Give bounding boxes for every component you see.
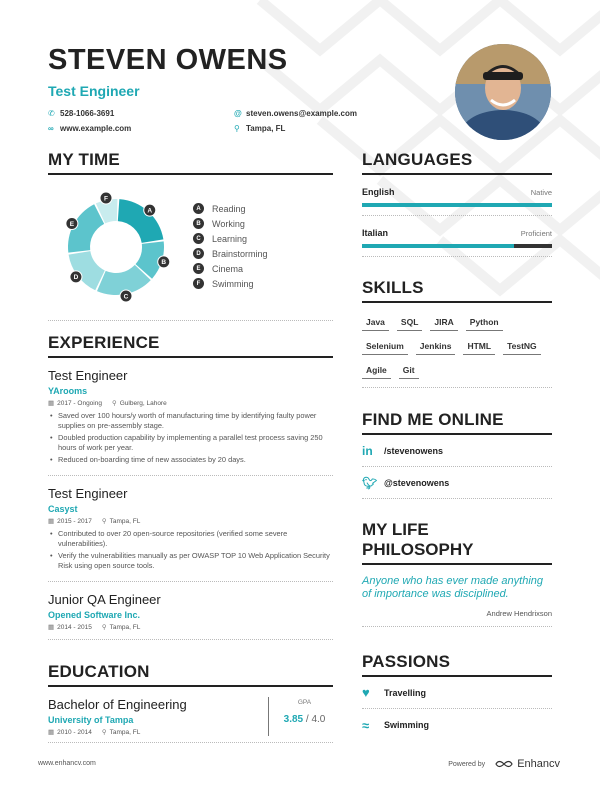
donut-label-text: F	[104, 195, 108, 203]
brand-name: Enhancv	[517, 758, 560, 770]
resume-header	[48, 44, 448, 133]
job-title: Test Engineer	[48, 486, 128, 501]
passion-item	[362, 709, 552, 741]
location-pin-icon: ⚲	[101, 729, 107, 736]
section-heading	[362, 520, 552, 565]
donut-label-text: B	[161, 259, 167, 267]
job-title: Test Engineer	[48, 368, 128, 383]
email-icon: @	[234, 109, 242, 118]
skill-tag: Jenkins	[416, 339, 456, 355]
location-pin-icon: ⚲	[111, 400, 117, 407]
education-location: Tampa, FL	[109, 729, 141, 736]
job-location: Gulberg, Lahore	[119, 400, 167, 407]
skill-tag: JIRA	[430, 315, 457, 331]
twitter-icon: 🐦︎	[362, 475, 378, 490]
legend-badge: F	[193, 278, 204, 289]
legend-label: Reading	[212, 203, 246, 214]
section-education	[48, 662, 333, 743]
gpa-score: 3.85	[283, 714, 304, 725]
language-level: Proficient	[520, 229, 552, 238]
linkedin-link[interactable]	[362, 435, 552, 467]
avatar	[455, 44, 551, 140]
linkedin-icon: in	[362, 443, 373, 458]
contact-phone[interactable]	[48, 109, 234, 118]
bullet: • Reduced on-boarding time of new associates by 20 days.	[58, 455, 333, 465]
education-meta	[48, 728, 268, 736]
footer-site-link[interactable]: www.enhancv.com	[38, 760, 96, 767]
philosophy-quote: Anyone who has ever made anything of importance was disciplined.	[362, 575, 544, 600]
job-meta	[48, 623, 333, 631]
section-heading: EDUCATION	[48, 662, 333, 687]
legend-badge: E	[193, 263, 204, 274]
legend-badge: B	[193, 218, 204, 229]
section-languages	[362, 150, 552, 257]
skill-tag: HTML	[463, 339, 495, 355]
skill-tag: Java	[362, 315, 389, 331]
skill-tag: Selenium	[362, 339, 408, 355]
phone-icon: ✆	[48, 109, 55, 118]
passion-label: Travelling	[384, 687, 427, 698]
legend-badge: C	[193, 233, 204, 244]
section-my-time	[48, 150, 333, 321]
contact-website[interactable]	[48, 124, 234, 133]
legend-badge: D	[193, 248, 204, 259]
job-entry	[48, 486, 333, 582]
job-bullets	[48, 529, 333, 571]
passion-item	[362, 677, 552, 709]
calendar-icon: ▦	[48, 729, 55, 736]
legend-badge: A	[193, 203, 204, 214]
legend-label: Brainstorming	[212, 248, 268, 259]
job-meta	[48, 399, 333, 407]
legend-item	[193, 246, 268, 261]
language-entry	[362, 187, 552, 216]
legend-label: Learning	[212, 233, 248, 244]
heading-line: MY LIFE	[362, 520, 429, 539]
link-icon: ∞	[48, 124, 54, 133]
footer	[0, 752, 600, 782]
job-entry	[48, 368, 333, 476]
swimmer-icon: ≈	[362, 717, 370, 733]
legend-item	[193, 216, 268, 231]
section-experience	[48, 333, 333, 640]
proficiency-bar	[362, 203, 552, 207]
gpa-label: GPA	[297, 699, 312, 706]
time-legend	[193, 201, 268, 291]
section-find-me-online	[362, 410, 552, 499]
contact-location	[234, 124, 434, 133]
legend-item	[193, 261, 268, 276]
calendar-icon: ▦	[48, 400, 55, 407]
legend-label: Swimming	[212, 278, 254, 289]
section-skills	[362, 278, 552, 388]
legend-label: Cinema	[212, 263, 244, 274]
section-heading: SKILLS	[362, 278, 552, 303]
gpa-value: 3.85 / 4.0	[283, 714, 326, 725]
donut-label-text: C	[123, 293, 129, 301]
twitter-link[interactable]	[362, 467, 552, 499]
quote-author: Andrew Hendrixson	[362, 609, 552, 627]
location-pin-icon: ⚲	[101, 624, 107, 631]
bullet: • Contributed to over 20 open-source repositories (verified some severe vulnerabilities).	[58, 529, 333, 549]
twitter-handle: @stevenowens	[384, 477, 450, 488]
donut-label-text: D	[73, 274, 79, 282]
skill-tag: Python	[466, 315, 503, 331]
location-text: Tampa, FL	[246, 124, 286, 133]
heading-line: PHILOSOPHY	[362, 540, 474, 559]
contact-email[interactable]	[234, 109, 434, 118]
bullet: • Doubled production capability by implementing a parallel test process saving 250 hours of work per year.	[58, 433, 333, 453]
skill-tag: Git	[399, 363, 419, 379]
proficiency-bar	[362, 244, 552, 248]
heart-icon: ♥	[362, 685, 370, 700]
bullet: • Verify the vulnerabilities manually as per OWASP TOP 10 Web Application Security Risk using open source tools.	[58, 551, 333, 571]
gpa-block	[268, 697, 328, 736]
legend-item	[193, 231, 268, 246]
enhancv-logo-icon	[495, 759, 513, 769]
skill-tags	[362, 315, 552, 388]
language-level: Native	[530, 188, 552, 197]
powered-by-text: Powered by	[448, 760, 486, 768]
avatar-photo	[455, 44, 551, 140]
donut-label-text: E	[69, 220, 75, 228]
section-heading: EXPERIENCE	[48, 333, 333, 358]
section-life-philosophy	[362, 520, 552, 627]
website-text: www.example.com	[60, 124, 132, 133]
language-name: Italian	[362, 228, 389, 238]
donut-label-text: A	[147, 207, 153, 215]
proficiency-fill	[362, 203, 552, 207]
job-company: Casyst	[48, 504, 78, 514]
section-passions	[362, 652, 552, 741]
job-company: YArooms	[48, 386, 88, 396]
job-location: Tampa, FL	[109, 518, 141, 525]
legend-item	[193, 201, 268, 216]
education-dates: 2010 - 2014	[57, 729, 92, 736]
job-entry	[48, 592, 333, 640]
location-pin-icon: ⚲	[101, 518, 107, 525]
calendar-icon: ▦	[48, 624, 55, 631]
job-dates: 2017 - Ongoing	[57, 400, 102, 407]
section-heading: MY TIME	[48, 150, 333, 175]
job-dates: 2015 - 2017	[57, 518, 92, 525]
calendar-icon: ▦	[48, 518, 55, 525]
footer-branding	[448, 758, 560, 770]
linkedin-handle: /stevenowens	[384, 445, 444, 456]
language-entry	[362, 228, 552, 257]
contact-info	[48, 109, 448, 133]
school-name: University of Tampa	[48, 715, 134, 725]
job-bullets	[48, 411, 333, 465]
enhancv-logo[interactable]	[495, 758, 560, 770]
candidate-title: Test Engineer	[48, 83, 140, 99]
job-dates: 2014 - 2015	[57, 624, 92, 631]
skill-tag: Agile	[362, 363, 391, 379]
education-entry	[48, 697, 333, 743]
skill-tag: TestNG	[503, 339, 541, 355]
time-donut-chart	[58, 185, 178, 310]
legend-label: Working	[212, 218, 245, 229]
degree-title: Bachelor of Engineering	[48, 697, 187, 712]
donut-slice-a	[118, 199, 164, 243]
skill-tag: SQL	[397, 315, 422, 331]
gpa-max: 4.0	[311, 714, 326, 725]
bullet: • Saved over 100 hours/y worth of manufacturing time by identifying faulty power supplies on pre-assembly stage.	[58, 411, 333, 431]
location-pin-icon: ⚲	[234, 124, 240, 133]
job-meta	[48, 517, 333, 525]
section-heading: PASSIONS	[362, 652, 552, 677]
candidate-name: STEVEN OWENS	[48, 44, 288, 76]
language-name: English	[362, 187, 395, 197]
section-heading: FIND ME ONLINE	[362, 410, 552, 435]
passion-label: Swimming	[384, 720, 430, 730]
section-heading: LANGUAGES	[362, 150, 552, 175]
job-company: Opened Software Inc.	[48, 610, 141, 620]
job-location: Tampa, FL	[109, 624, 141, 631]
phone-text: 528-1066-3691	[60, 109, 115, 118]
email-text: steven.owens@example.com	[246, 109, 357, 118]
legend-item	[193, 276, 268, 291]
job-title: Junior QA Engineer	[48, 592, 161, 607]
proficiency-fill	[362, 244, 514, 248]
